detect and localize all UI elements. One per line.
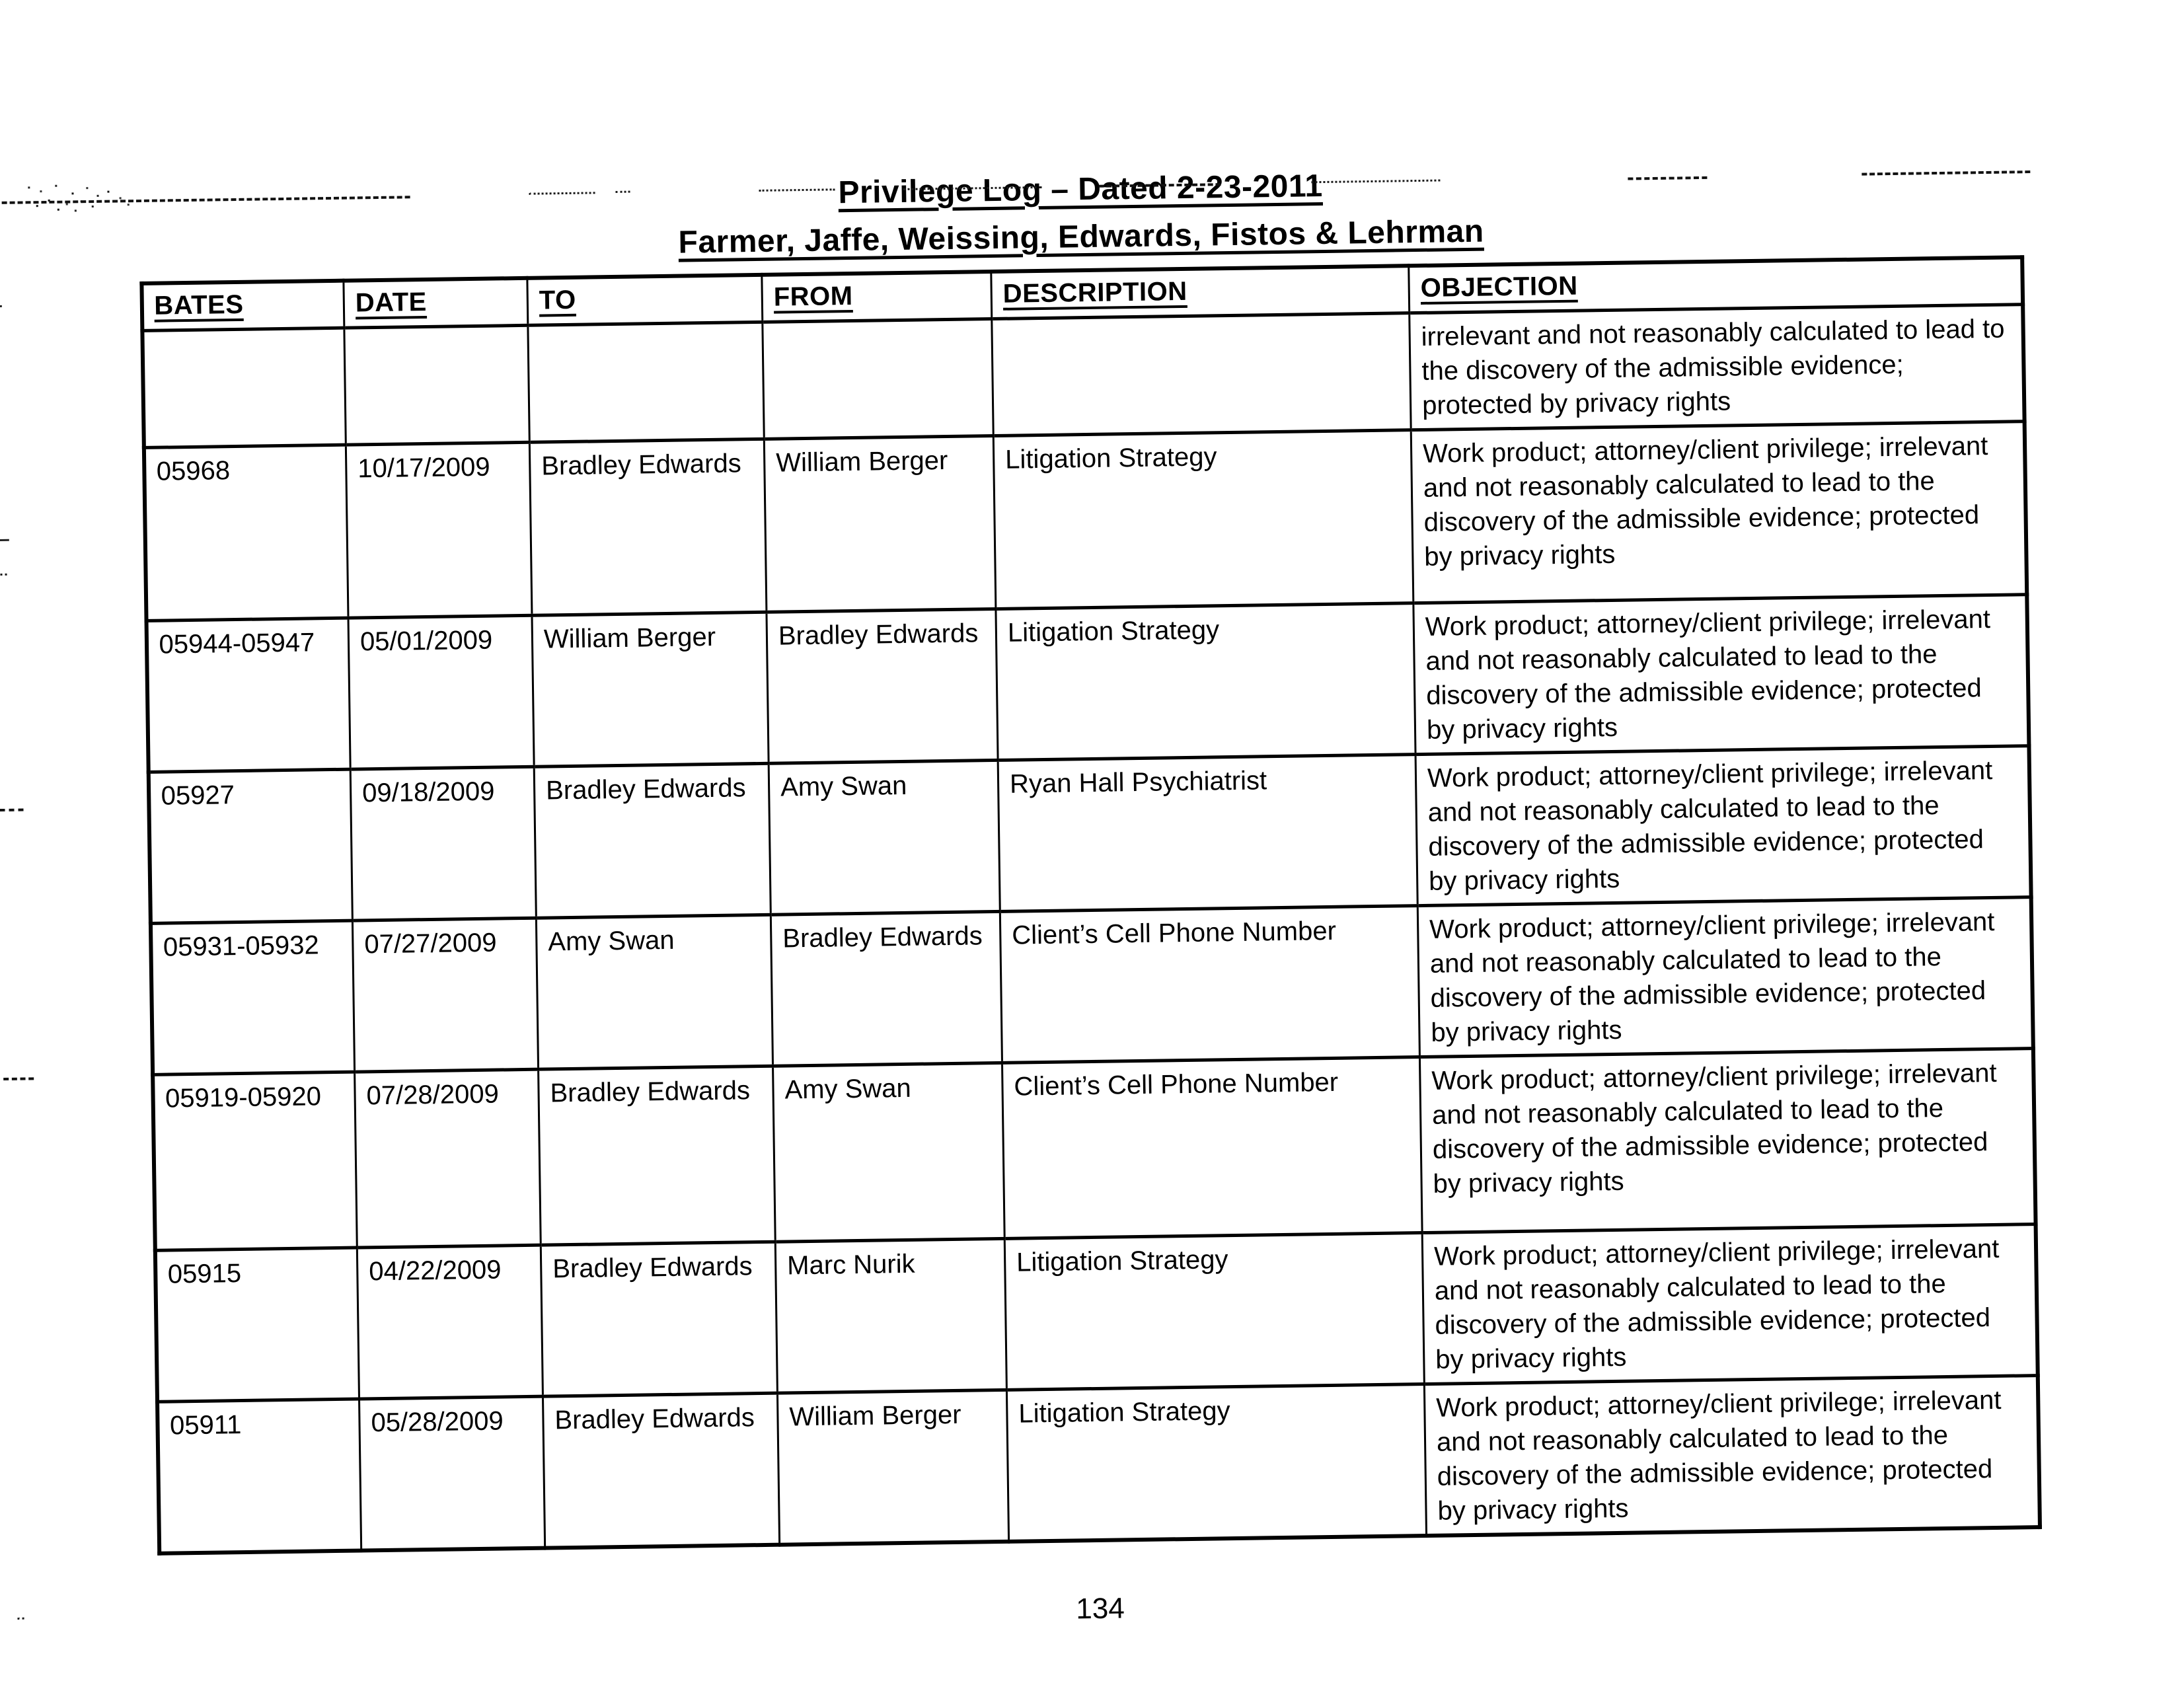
column-header-description: DESCRIPTION — [991, 266, 1410, 319]
cell-from: William Berger — [764, 435, 996, 612]
table-row — [143, 422, 2026, 621]
cell-description: Litigation Strategy — [996, 603, 1415, 761]
cell-bates: 05944-05947 — [146, 618, 350, 772]
cell-date: 10/17/2009 — [346, 442, 532, 618]
cell-from — [763, 319, 993, 439]
cell-from: Amy Swan — [769, 760, 1000, 915]
table-row — [148, 746, 2031, 924]
cell-date: 09/18/2009 — [350, 767, 536, 920]
cell-description — [992, 313, 1411, 436]
scan-artifact — [3, 1077, 34, 1080]
cell-bates: 05919-05920 — [153, 1072, 358, 1250]
cell-date: 07/28/2009 — [355, 1069, 541, 1248]
page-title: Privilege Log – Dated 2-23-2011 — [838, 169, 1323, 211]
cell-date: 05/28/2009 — [359, 1396, 545, 1550]
cell-bates: 05931-05932 — [150, 920, 354, 1074]
table-row — [155, 1224, 2037, 1402]
cell-from: Bradley Edwards — [771, 911, 1002, 1066]
cell-from: Bradley Edwards — [767, 609, 998, 763]
column-header-objection: OBJECTION — [1409, 257, 2023, 313]
scan-artifact — [0, 539, 9, 541]
cell-date: 04/22/2009 — [357, 1245, 543, 1399]
scan-artifact — [1, 574, 7, 576]
cell-bates: 05911 — [157, 1399, 361, 1554]
cell-bates: 05968 — [143, 445, 348, 620]
cell-date — [344, 325, 529, 445]
cell-objection: Work product; attorney/client privilege; irrelevant and not reasonably calculated to lead to the discovery of the admissible evidence; protected by privacy rights — [1415, 746, 2031, 906]
cell-date: 05/01/2009 — [348, 615, 534, 769]
cell-to: Amy Swan — [536, 915, 772, 1069]
cell-from: Marc Nurik — [775, 1238, 1006, 1393]
cell-objection: Work product; attorney/client privilege; irrelevant and not reasonably calculated to lead to the discovery of the admissible evidence; protected by privacy rights — [1417, 897, 2033, 1057]
cell-objection: Work product; attorney/client privilege; irrelevant and not reasonably calculated to lead to the discovery of the admissible evidence; protected by privacy rights — [1413, 595, 2029, 755]
table-row — [153, 1049, 2035, 1251]
column-header-bates: BATES — [141, 281, 344, 331]
scan-artifact — [18, 1618, 24, 1620]
cell-description: Client’s Cell Phone Number — [1000, 906, 1419, 1063]
cell-to: William Berger — [532, 612, 769, 767]
cell-bates: 05927 — [148, 769, 352, 923]
cell-to: Bradley Edwards — [534, 763, 771, 918]
column-header-from: FROM — [762, 272, 992, 322]
cell-description: Ryan Hall Psychiatrist — [998, 755, 1417, 912]
scan-artifact — [0, 809, 24, 812]
scan-artifact — [0, 305, 2, 307]
cell-bates: 05915 — [155, 1248, 359, 1402]
table-row — [150, 897, 2033, 1075]
cell-bates — [142, 328, 346, 447]
cell-description: Litigation Strategy — [993, 430, 1413, 609]
cell-to: Bradley Edwards — [539, 1066, 776, 1245]
cell-description: Litigation Strategy — [1004, 1233, 1424, 1390]
cell-to: Bradley Edwards — [541, 1242, 777, 1396]
cell-to: Bradley Edwards — [529, 439, 767, 615]
cell-objection: Work product; attorney/client privilege; irrelevant and not reasonably calculated to lead to the discovery of the admissible evidence; protected by privacy rights — [1422, 1224, 2037, 1384]
column-header-to: TO — [527, 275, 763, 325]
cell-description: Litigation Strategy — [1006, 1384, 1426, 1542]
privilege-log-table — [139, 255, 2042, 1556]
firm-name: Farmer, Jaffe, Weissing, Edwards, Fistos & Lehrman — [678, 213, 1484, 260]
column-header-date: DATE — [344, 278, 528, 328]
document-content — [0, 155, 2184, 1689]
cell-objection: Work product; attorney/client privilege; irrelevant and not reasonably calculated to lead to the discovery of the admissible evidence; protected by privacy rights — [1411, 422, 2027, 603]
table-row — [157, 1376, 2040, 1554]
cell-objection: Work product; attorney/client privilege; irrelevant and not reasonably calculated to lead to the discovery of the admissible evidence; protected by privacy rights — [1424, 1376, 2039, 1536]
cell-objection: irrelevant and not reasonably calculated to lead to the discovery of the admissible evidence; protected by privacy rights — [1410, 305, 2024, 430]
scan-artifact — [616, 191, 630, 193]
cell-objection: Work product; attorney/client privilege; irrelevant and not reasonably calculated to lead to the discovery of the admissible evidence; protected by privacy rights — [1419, 1049, 2035, 1233]
cell-from: Amy Swan — [773, 1063, 1005, 1242]
cell-to — [528, 322, 764, 442]
cell-to: Bradley Edwards — [543, 1393, 779, 1548]
cell-description: Client’s Cell Phone Number — [1002, 1057, 1422, 1239]
table-row — [146, 595, 2029, 772]
page-number: 134 — [1075, 1592, 1125, 1626]
cell-date: 07/27/2009 — [352, 918, 538, 1072]
cell-from: William Berger — [777, 1390, 1008, 1544]
scan-speckle-cluster — [28, 186, 30, 188]
